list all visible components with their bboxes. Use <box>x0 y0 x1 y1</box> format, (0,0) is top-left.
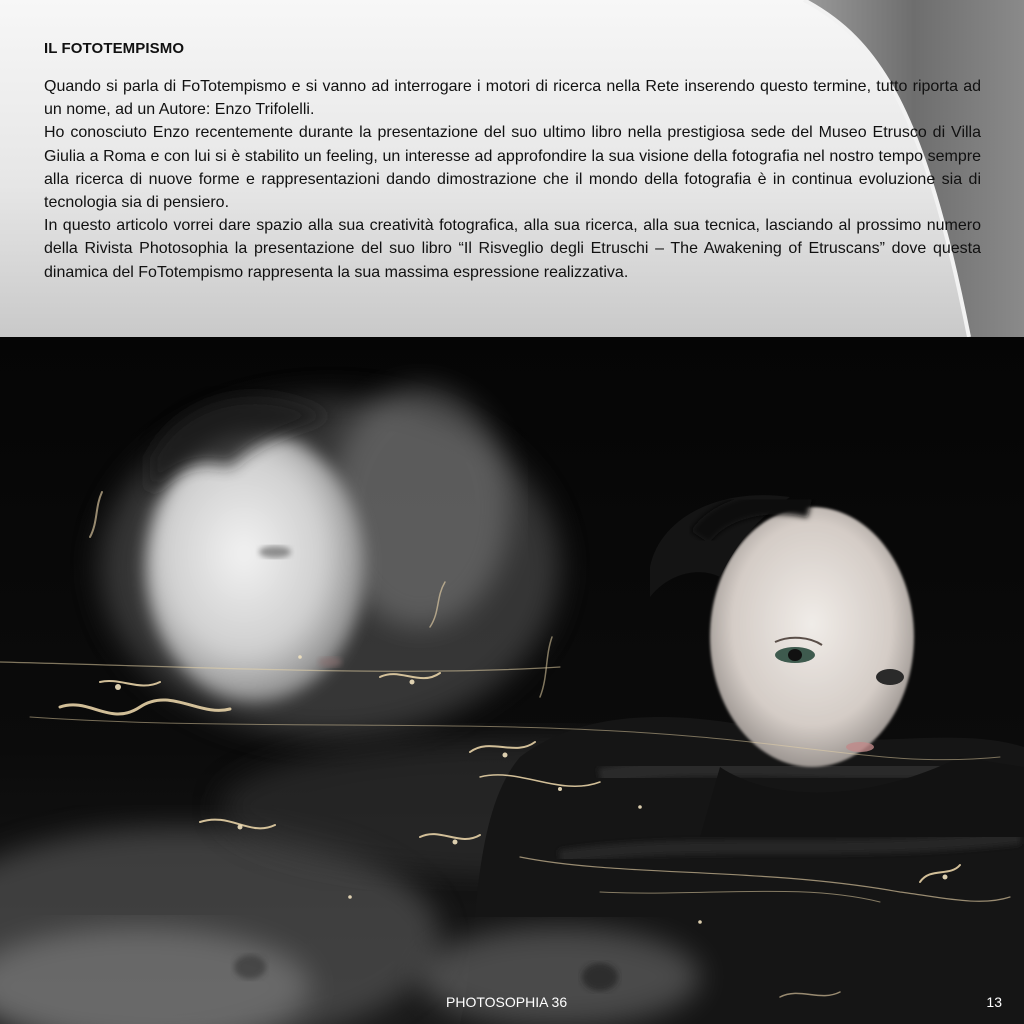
footer-magazine-name: PHOTOSOPHIA 36 <box>446 994 568 1010</box>
header-band <box>0 0 1024 337</box>
article-paragraph-2: Ho conosciuto Enzo recentemente durante la presentazione del suo ultimo libro nella prestigiosa sede del Museo Etrusco di Villa Giulia a Roma e con lui si è stabilito un feeling, un interesse ad approfondire la sua visione della fotografia nel nostro tempo sempre alla ricerca di nuove forme e rappresentazioni dando dimostrazione che il mondo della fotografia è in continua evoluzione sia di tecnologia sia di pensiero. <box>44 124 981 212</box>
photograph-doll-heads <box>0 337 1024 1024</box>
article-paragraph-1: Quando si parla di FoTotempismo e si vanno ad interrogare i motori di ricerca nella Rete inserendo questo termine, tutto riporta ad un nome, ad un Autore: Enzo Trifolelli. <box>44 78 981 119</box>
page-number: 13 <box>986 994 1002 1010</box>
article-title: IL FOTOTEMPISMO <box>44 40 185 57</box>
article-text-block <box>44 40 981 284</box>
article-paragraph-3: In questo articolo vorrei dare spazio alla sua creatività fotografica, alla sua ricerca, alla sua tecnica, lasciando al prossimo numero della Rivista Photosophia la presentazione del suo libro “Il Risveglio degli Etruschi – The Awakening of Etruscans” dove questa dinamica del FoTotempismo rappresenta la sua massima espressione realizzativa. <box>44 217 981 281</box>
